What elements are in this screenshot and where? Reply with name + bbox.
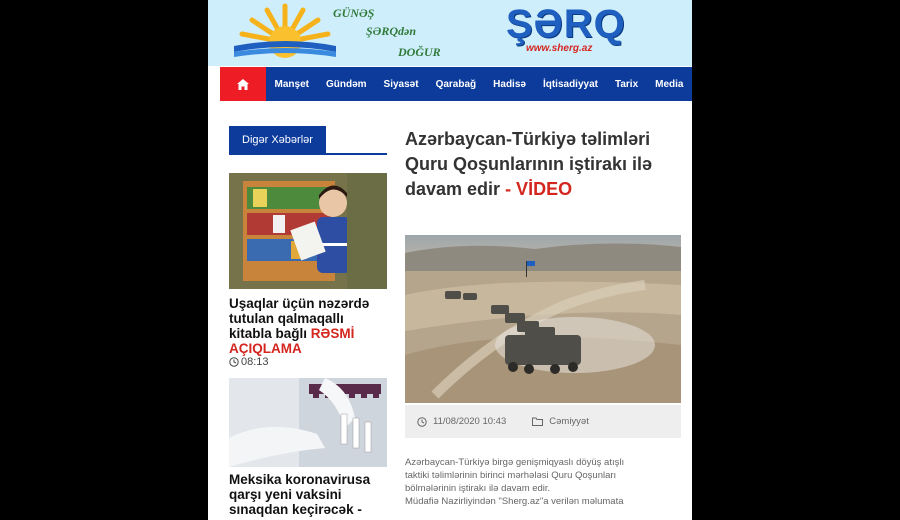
article-body-line-3: bölmələrinin iştirakı ilə davam edir.: [405, 483, 551, 494]
sidebar-news-title-1-text[interactable]: Uşaqlar üçün nəzərdə tutulan qalmaqallı kitabla bağlı: [229, 296, 370, 341]
sidebar-news-title-1[interactable]: [229, 296, 389, 356]
slogan-line-2: ŞƏRQdən: [366, 24, 417, 38]
nav-item-manset[interactable]: Manşet: [274, 78, 309, 90]
brand-logo[interactable]: ŞƏRQ: [506, 2, 626, 46]
clock-icon: [417, 417, 427, 427]
article-body-line-4: Müdafiə Nazirliyindən "Sherg.az"a verilən məlumata: [405, 496, 624, 507]
clock-icon: [229, 357, 239, 367]
article-body-line-1: Azərbaycan-Türkiyə birgə genişmiqyaslı döyüş atışlı: [405, 457, 625, 468]
article-title-text: Azərbaycan-Türkiyə təlimləri Quru Qoşunlarının iştirakı ilə davam edir: [405, 129, 653, 199]
main-nav: [220, 67, 692, 101]
article-image-military-vehicles[interactable]: [405, 235, 681, 403]
tab-other-news[interactable]: Digər Xəbərlər: [229, 126, 326, 154]
brand-url[interactable]: www.sherg.az: [526, 43, 593, 54]
site-header: [208, 0, 692, 66]
article-date: 11/08/2020 10:43: [433, 416, 507, 427]
sidebar-news-time-1-text: 08:13: [241, 356, 269, 368]
sidebar-tab-bar: [229, 126, 387, 155]
nav-item-qarabag[interactable]: Qarabağ: [435, 78, 477, 90]
article-title-video-tag: - VİDEO: [505, 179, 573, 199]
slogan-line-1: GÜNƏŞ: [333, 6, 375, 20]
news-thumbnail-vaccine[interactable]: [229, 378, 387, 467]
sidebar-news-time-1: [229, 356, 269, 368]
article-category[interactable]: Cəmiyyət: [549, 416, 589, 427]
article-body: [405, 456, 681, 508]
article-body-line-2: taktiki təlimlərinin birinci mərhələsi Quru Qoşunları: [405, 470, 617, 481]
slogan-line-3: DOĞUR: [398, 45, 441, 59]
article-meta-bar: [405, 405, 681, 438]
nav-item-media[interactable]: Media: [655, 78, 684, 90]
home-icon: [237, 79, 249, 90]
nav-home-button[interactable]: [220, 67, 266, 101]
nav-item-siyaset[interactable]: Siyasət: [383, 78, 419, 90]
sidebar-news-title-1-highlight[interactable]: RƏSMİ AÇIQLAMA: [229, 326, 355, 356]
nav-item-hadise[interactable]: Hadisə: [493, 78, 526, 90]
nav-item-iqtisadiyyat[interactable]: İqtisadiyyat: [542, 78, 598, 90]
nav-item-gundem[interactable]: Gündəm: [325, 78, 367, 90]
article-title: [405, 127, 685, 202]
page: [208, 0, 692, 520]
news-thumbnail-child-reading[interactable]: [229, 173, 387, 289]
folder-icon: [532, 417, 543, 426]
sun-logo-icon[interactable]: [230, 2, 340, 64]
nav-item-tarix[interactable]: Tarix: [614, 78, 639, 90]
sidebar-news-title-2[interactable]: Meksika koronavirusa qarşı yeni vaksini sınaqdan keçirəcək -: [229, 472, 371, 517]
